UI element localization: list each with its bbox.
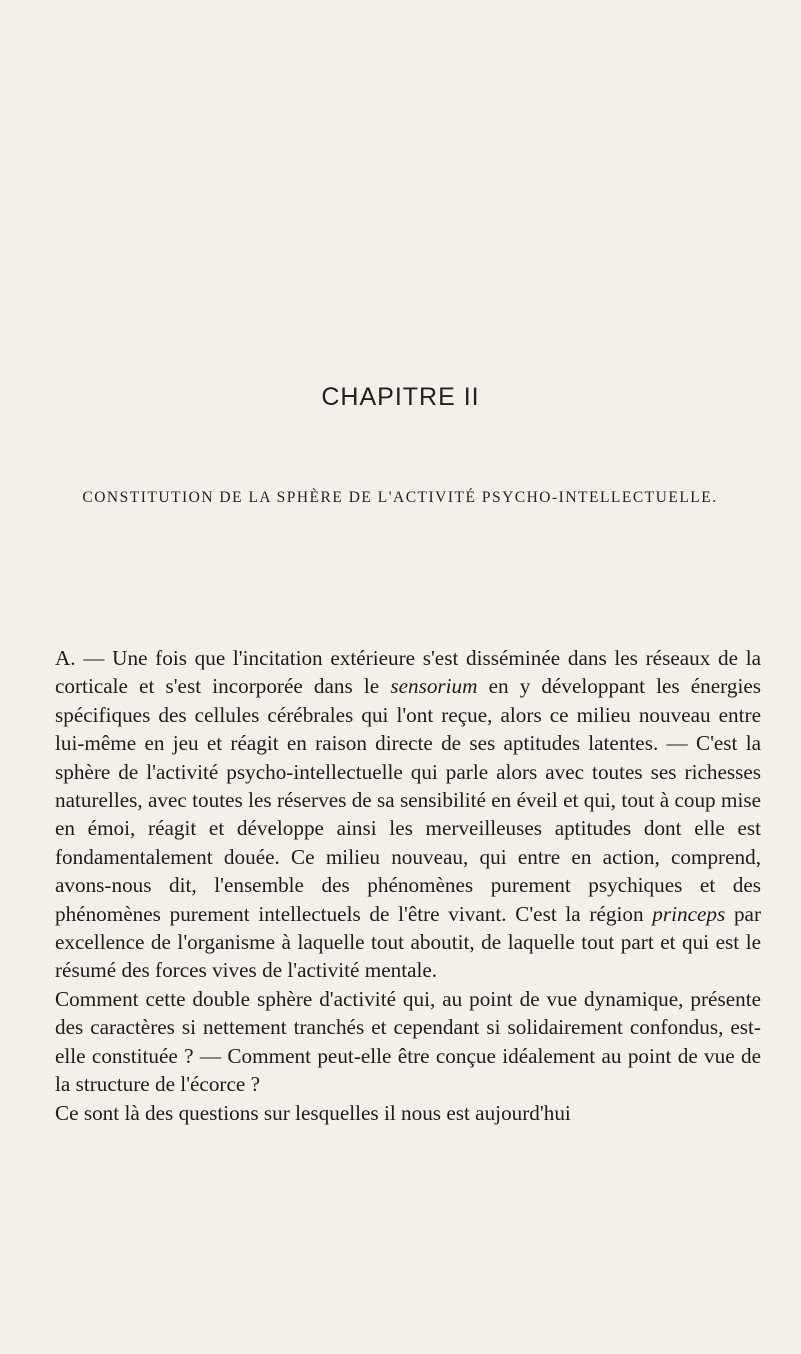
paragraph-2: Comment cette double sphère d'activité qui, au point de vue dynamique, présente des caractères si nettement tranchés et cependant si solidairement confondus, est-elle constituée ? — Comment peut-elle être conçue idéalement au point de vue de la structure de l'écorce ?	[55, 986, 761, 1097]
paragraph-1-italic-sensorium: sensorium	[390, 674, 478, 699]
paragraph-1-italic-princeps: princeps	[652, 901, 726, 926]
paragraph-3: Ce sont là des questions sur lesquelles il nous est aujourd'hui	[55, 1100, 571, 1125]
paragraph-1-part-3: par excellence de l'organisme à laquelle tout aboutit, de laquelle tout part et qui est le résumé des forces vives de l'activité mentale.	[55, 901, 761, 983]
chapter-title: CHAPITRE II	[321, 383, 480, 411]
paragraph-1	[55, 644, 761, 985]
paragraph-1-part-2: en y développant les énergies spécifiques des cellules cérébrales qui l'ont reçue, alors ce milieu nouveau entre lui-même en jeu et réagit en raison directe de ses aptitudes latentes. — C'est la sphère de l'activité psycho-intellectuelle qui parle alors avec toutes ses richesses naturelles, avec toutes les réserves de sa sensibilité en éveil et qui, tout à coup mise en émoi, réagit et développe ainsi les merveilleuses aptitudes dont elle est fondamentalement douée. Ce milieu nouveau, qui entre en action, comprend, avons-nous dit, l'ensemble des phénomènes purement psychiques et des phénomènes purement intellectuels de l'être vivant. C'est la région	[55, 674, 761, 926]
section-title: CONSTITUTION DE LA SPHÈRE DE L'ACTIVITÉ PSYCHO-INTELLECTUELLE.	[82, 489, 718, 506]
paragraph-1-part-1: A. — Une fois que l'incitation extérieure s'est disséminée dans les réseaux de la corticale et s'est incorporée dans le	[55, 646, 761, 699]
body-text	[55, 644, 761, 1127]
